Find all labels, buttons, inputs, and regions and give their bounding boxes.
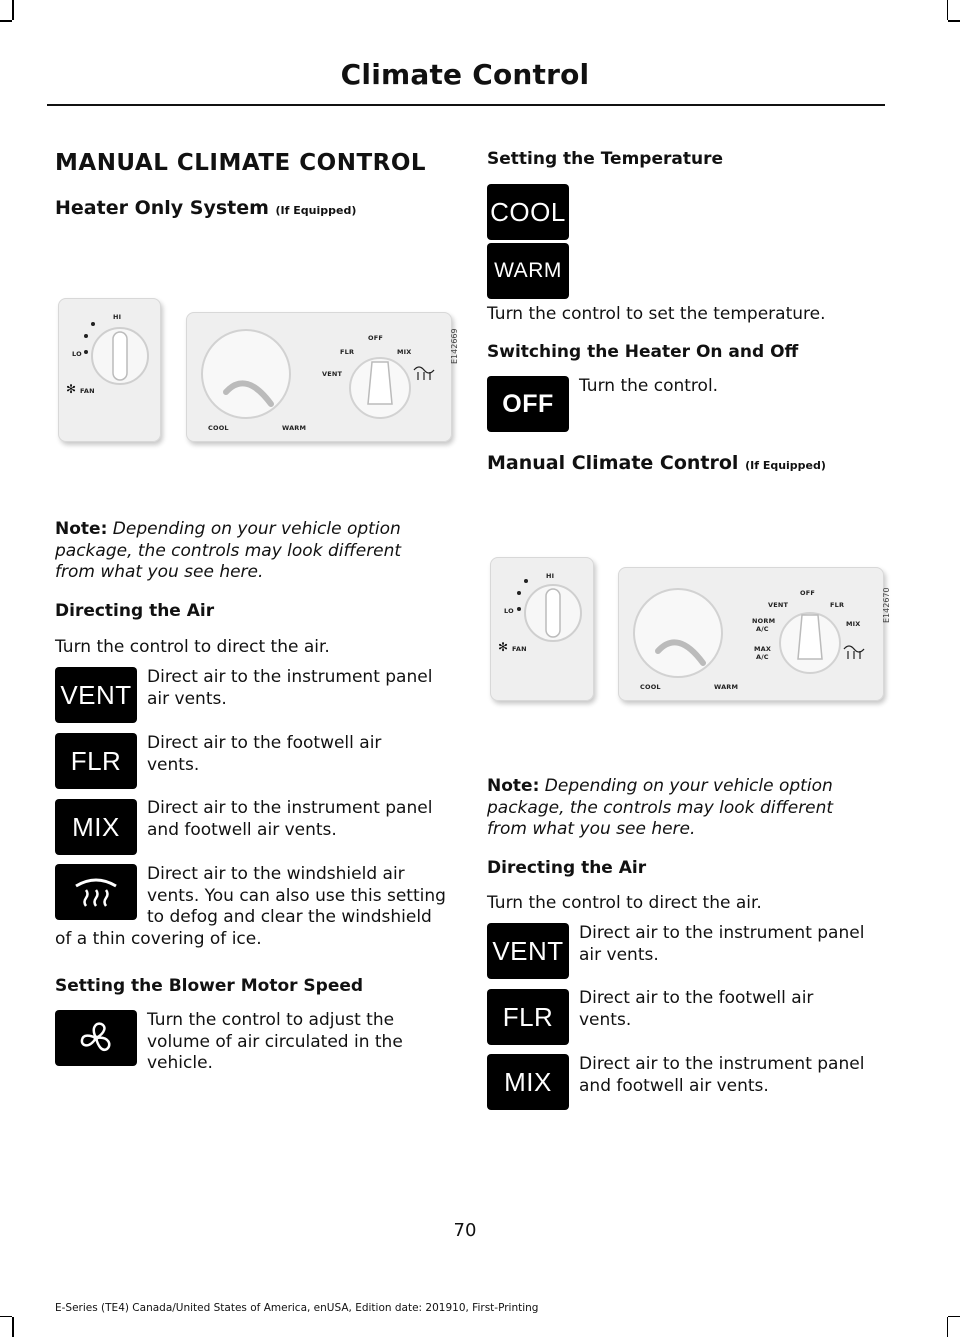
blower-heading: Setting the Blower Motor Speed [55, 976, 364, 996]
label-lo: LO [504, 607, 514, 615]
flr-description: Direct air to the footwell air vents. [147, 733, 382, 775]
heater-onoff-description: Turn the control. [579, 376, 719, 396]
label-flr: FLR [830, 601, 845, 609]
off-icon: OFF [487, 376, 569, 432]
label-vent: VENT [322, 370, 343, 378]
mode-temp-panel [186, 312, 452, 442]
note-paragraph [55, 519, 440, 584]
fan-knob-panel [58, 298, 161, 442]
label-warm: WARM [282, 424, 307, 432]
directing-air-intro: Turn the control to direct the air. [487, 893, 762, 913]
fan-icon [55, 1010, 137, 1066]
heater-onoff-heading: Switching the Heater On and Off [487, 342, 799, 362]
vent-icon: VENT [487, 923, 569, 979]
label-fan: FAN [80, 387, 95, 395]
label-lo: LO [72, 350, 82, 358]
icon-float-spacer [55, 864, 147, 922]
edition-footer: E-Series (TE4) Canada/United States of America, enUSA, Edition date: 201910, First-Printing [55, 1302, 539, 1314]
note-label: Note: [55, 519, 108, 539]
page-number: 70 [453, 1220, 477, 1241]
vent-description: Direct air to the instrument panel air vents. [579, 923, 865, 965]
label-hi: HI [113, 313, 122, 321]
crop-mark [947, 0, 949, 20]
fan-icon: ✻ [66, 382, 77, 396]
label-norm-ac: A/C [756, 625, 769, 633]
subsection-heading [487, 452, 826, 474]
heater-only-controls-figure [55, 296, 459, 446]
crop-mark [12, 0, 14, 20]
note-paragraph [487, 776, 872, 841]
label-cool: COOL [640, 683, 661, 691]
mode-temp-panel [618, 567, 884, 701]
label-max: MAX [754, 645, 772, 653]
label-mix: MIX [846, 620, 861, 628]
directing-air-intro: Turn the control to direct the air. [55, 637, 330, 657]
heading-qualifier: (If Equipped) [745, 459, 826, 472]
label-off: OFF [800, 589, 816, 597]
mode-and-temp-knobs [186, 312, 452, 442]
mix-description: Direct air to the instrument panel and footwell air vents. [147, 798, 433, 840]
note-label: Note: [487, 776, 540, 796]
label-fan: FAN [512, 645, 527, 653]
manual-climate-controls-figure [487, 555, 891, 707]
section-heading: MANUAL CLIMATE CONTROL [55, 150, 427, 176]
directing-air-heading: Directing the Air [487, 858, 647, 878]
flr-icon: FLR [55, 733, 137, 789]
label-cool: COOL [208, 424, 229, 432]
mix-description: Direct air to the instrument panel and footwell air vents. [579, 1054, 865, 1096]
mix-icon: MIX [487, 1054, 569, 1110]
crop-mark [948, 1316, 960, 1318]
label-norm: NORM [752, 617, 776, 625]
header-rule [47, 104, 885, 106]
crop-mark [12, 1317, 14, 1337]
defrost-description-block [55, 864, 455, 950]
cool-icon: COOL [487, 184, 569, 240]
temperature-heading: Setting the Temperature [487, 149, 723, 169]
fan-knob [58, 298, 161, 442]
vent-description: Direct air to the instrument panel air vents. [147, 667, 433, 709]
heading-text: Heater Only System [55, 197, 269, 219]
heading-qualifier: (If Equipped) [275, 204, 357, 217]
warm-icon: WARM [487, 243, 569, 299]
defrost-description: Direct air to the windshield air vents. You can also use this setting to defog and clear the windshield of a thin covering of ice. [55, 864, 446, 949]
label-max-ac: A/C [756, 653, 769, 661]
crop-mark [948, 20, 960, 22]
mix-icon: MIX [55, 799, 137, 855]
temperature-description: Turn the control to set the temperature. [487, 304, 826, 324]
label-mix: MIX [397, 348, 412, 356]
figure-code: E142669 [450, 328, 459, 364]
heading-text: Manual Climate Control [487, 452, 739, 474]
crop-mark [0, 20, 12, 22]
note-text: Depending on your vehicle option package, the controls may look different from what you see here. [487, 776, 834, 839]
label-flr: FLR [340, 348, 355, 356]
crop-mark [947, 1317, 949, 1337]
label-vent: VENT [768, 601, 789, 609]
subsection-heading [55, 197, 356, 219]
note-text: Depending on your vehicle option package, the controls may look different from what you see here. [55, 519, 402, 582]
fan-knob-panel [490, 557, 594, 701]
label-hi: HI [546, 572, 555, 580]
figure-code: E142670 [882, 587, 891, 623]
mode-and-temp-knobs [618, 567, 884, 701]
directing-air-heading: Directing the Air [55, 601, 215, 621]
page-header-title: Climate Control [340, 58, 590, 91]
blower-description: Turn the control to adjust the volume of air circulated in the vehicle. [147, 1010, 403, 1073]
fan-knob [490, 557, 594, 701]
flr-description: Direct air to the footwell air vents. [579, 988, 814, 1030]
vent-icon: VENT [55, 667, 137, 723]
fan-icon: ✻ [498, 640, 509, 654]
label-warm: WARM [714, 683, 739, 691]
crop-mark [0, 1316, 12, 1318]
flr-icon: FLR [487, 989, 569, 1045]
label-off: OFF [368, 334, 384, 342]
